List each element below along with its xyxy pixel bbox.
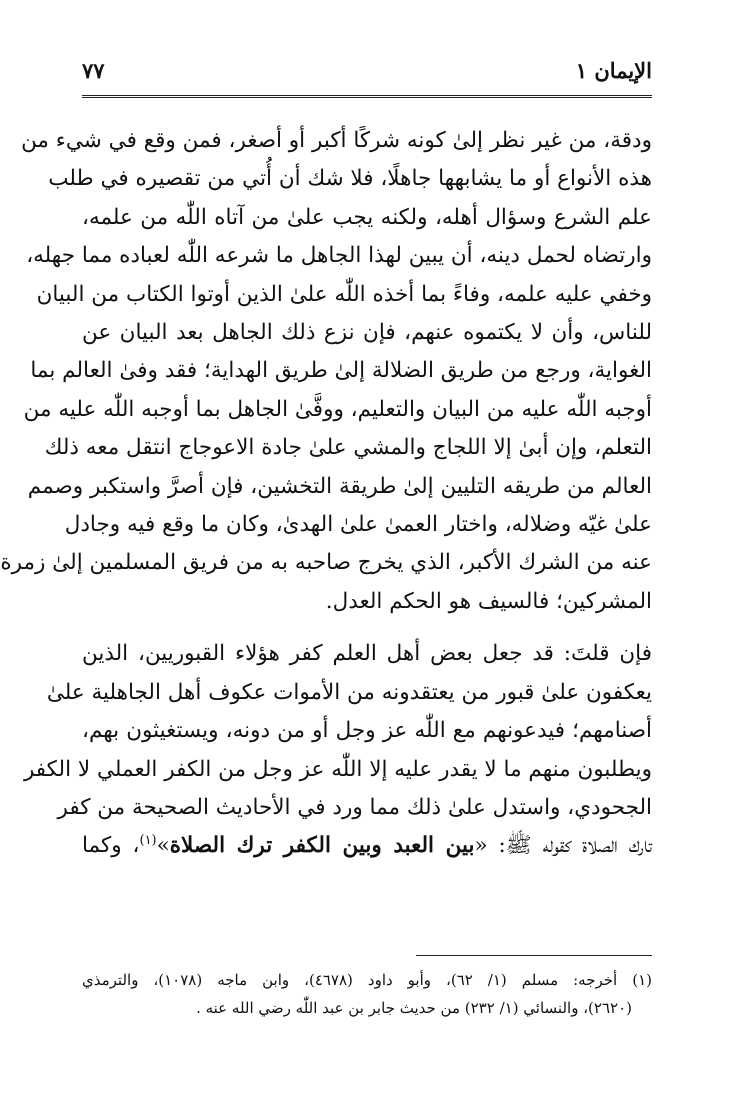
text-line: عنه من الشرك الأكبر، الذي يخرج صاحبه به من فريق المسلمين إلىٰ زمرة	[0, 550, 652, 576]
text-line: أصنامهم؛ فيدعونهم مع اللّٰه عز وجل أو من دونه، ويستغيثون بهم،	[82, 718, 652, 744]
text-line: المشركين؛ فالسيف هو الحكم العدل.	[325, 588, 652, 614]
text-line: العالم من طريقه التليين إلىٰ طريقة التخشين، فإن أصرَّ واستكبر وصمم	[27, 473, 652, 499]
footnotes	[82, 966, 652, 1022]
text-line: الجحودي، واستدل علىٰ ذلك مما ورد في الأحاديث الصحيحة من كفر	[57, 794, 652, 820]
text-line: علىٰ غيّه وضلاله، واختار العمىٰ علىٰ الهدىٰ، وكان ما وقع فيه وجادل	[64, 512, 652, 538]
hadith-continuation: ، وكما	[82, 833, 140, 859]
quote-close: »	[156, 833, 170, 859]
text-line: أوجبه اللّٰه عليه من البيان والتعليم، ووفَّىٰ الجاهل بما أوجبه اللّٰه عليه من	[23, 396, 652, 422]
paragraph-gap	[82, 621, 652, 635]
text-line: علم الشرع وسؤال أهله، ولكنه يجب علىٰ من آتاه اللّٰه من علمه،	[82, 204, 652, 230]
text-line: فإن قلتَ: قد جعل بعض أهل العلم كفر هؤلاء القبوريين، الذين	[82, 641, 652, 667]
hadith-intro: تارك الصلاة كقوله ﷺ: «	[474, 833, 652, 859]
main-text	[0, 122, 652, 866]
paragraph-1	[0, 122, 652, 621]
paragraph-2	[23, 635, 652, 865]
text-line: وارتضاه لحمل دينه، أن يبين لهذا الجاهل ما شرعه اللّٰه لعباده مما جهله،	[26, 243, 652, 269]
footnote-separator	[416, 955, 652, 956]
text-line: ودقة، من غير نظر إلىٰ كونه شركًا أكبر أو أصغر، فمن وقع في شيء من	[21, 128, 652, 153]
text-line-hadith	[82, 827, 652, 865]
text-line: التعلم، وإن أبىٰ إلا اللجاج والمشي علىٰ جادة الاعوجاج انتقل معه ذلك	[44, 435, 652, 461]
page-number: ٧٧	[82, 58, 105, 83]
text-line: للناس، وأن لا يكتموه عنهم، فإن نزع ذلك الجاهل بعد البيان عن	[82, 320, 652, 346]
text-line: يعكفون علىٰ قبور من يعتقدونه من الأموات عكوف أهل الجاهلية علىٰ	[46, 679, 652, 705]
footnote-ref[interactable]: (١)	[139, 833, 157, 849]
footnote-line: (١) أخرجه: مسلم (١/ ٦٢)، وأبو داود (٤٦٧٨)، وابن ماجه (١٠٧٨)، والترمذي	[82, 971, 652, 989]
page-header	[82, 52, 652, 92]
text-line: ويطلبون منهم ما لا يقدر عليه إلا اللّٰه عز وجل من الكفر العملي لا الكفر	[23, 756, 652, 782]
running-title: الإيمان ١	[575, 58, 652, 83]
text-line: الغواية، ورجع من طريق الضلالة إلىٰ طريق الهداية؛ فقد وفىٰ العالم بما	[30, 358, 652, 384]
text-line: وخفي عليه علمه، وفاءً بما أخذه اللّٰه علىٰ الذين أوتوا الكتاب من البيان	[36, 281, 652, 307]
header-double-rule	[82, 95, 652, 98]
footnote-line: (٢٦٢٠)، والنسائي (١/ ٢٣٢) من حديث جابر بن عبد اللّٰه رضي الله عنه .	[196, 999, 632, 1017]
text-line: هذه الأنواع أو ما يشابهها جاهلًا، فلا شك أن أُتي من تقصيره في طلب	[48, 166, 652, 192]
hadith-quote: بين العبد وبين الكفر ترك الصلاة	[169, 833, 475, 859]
